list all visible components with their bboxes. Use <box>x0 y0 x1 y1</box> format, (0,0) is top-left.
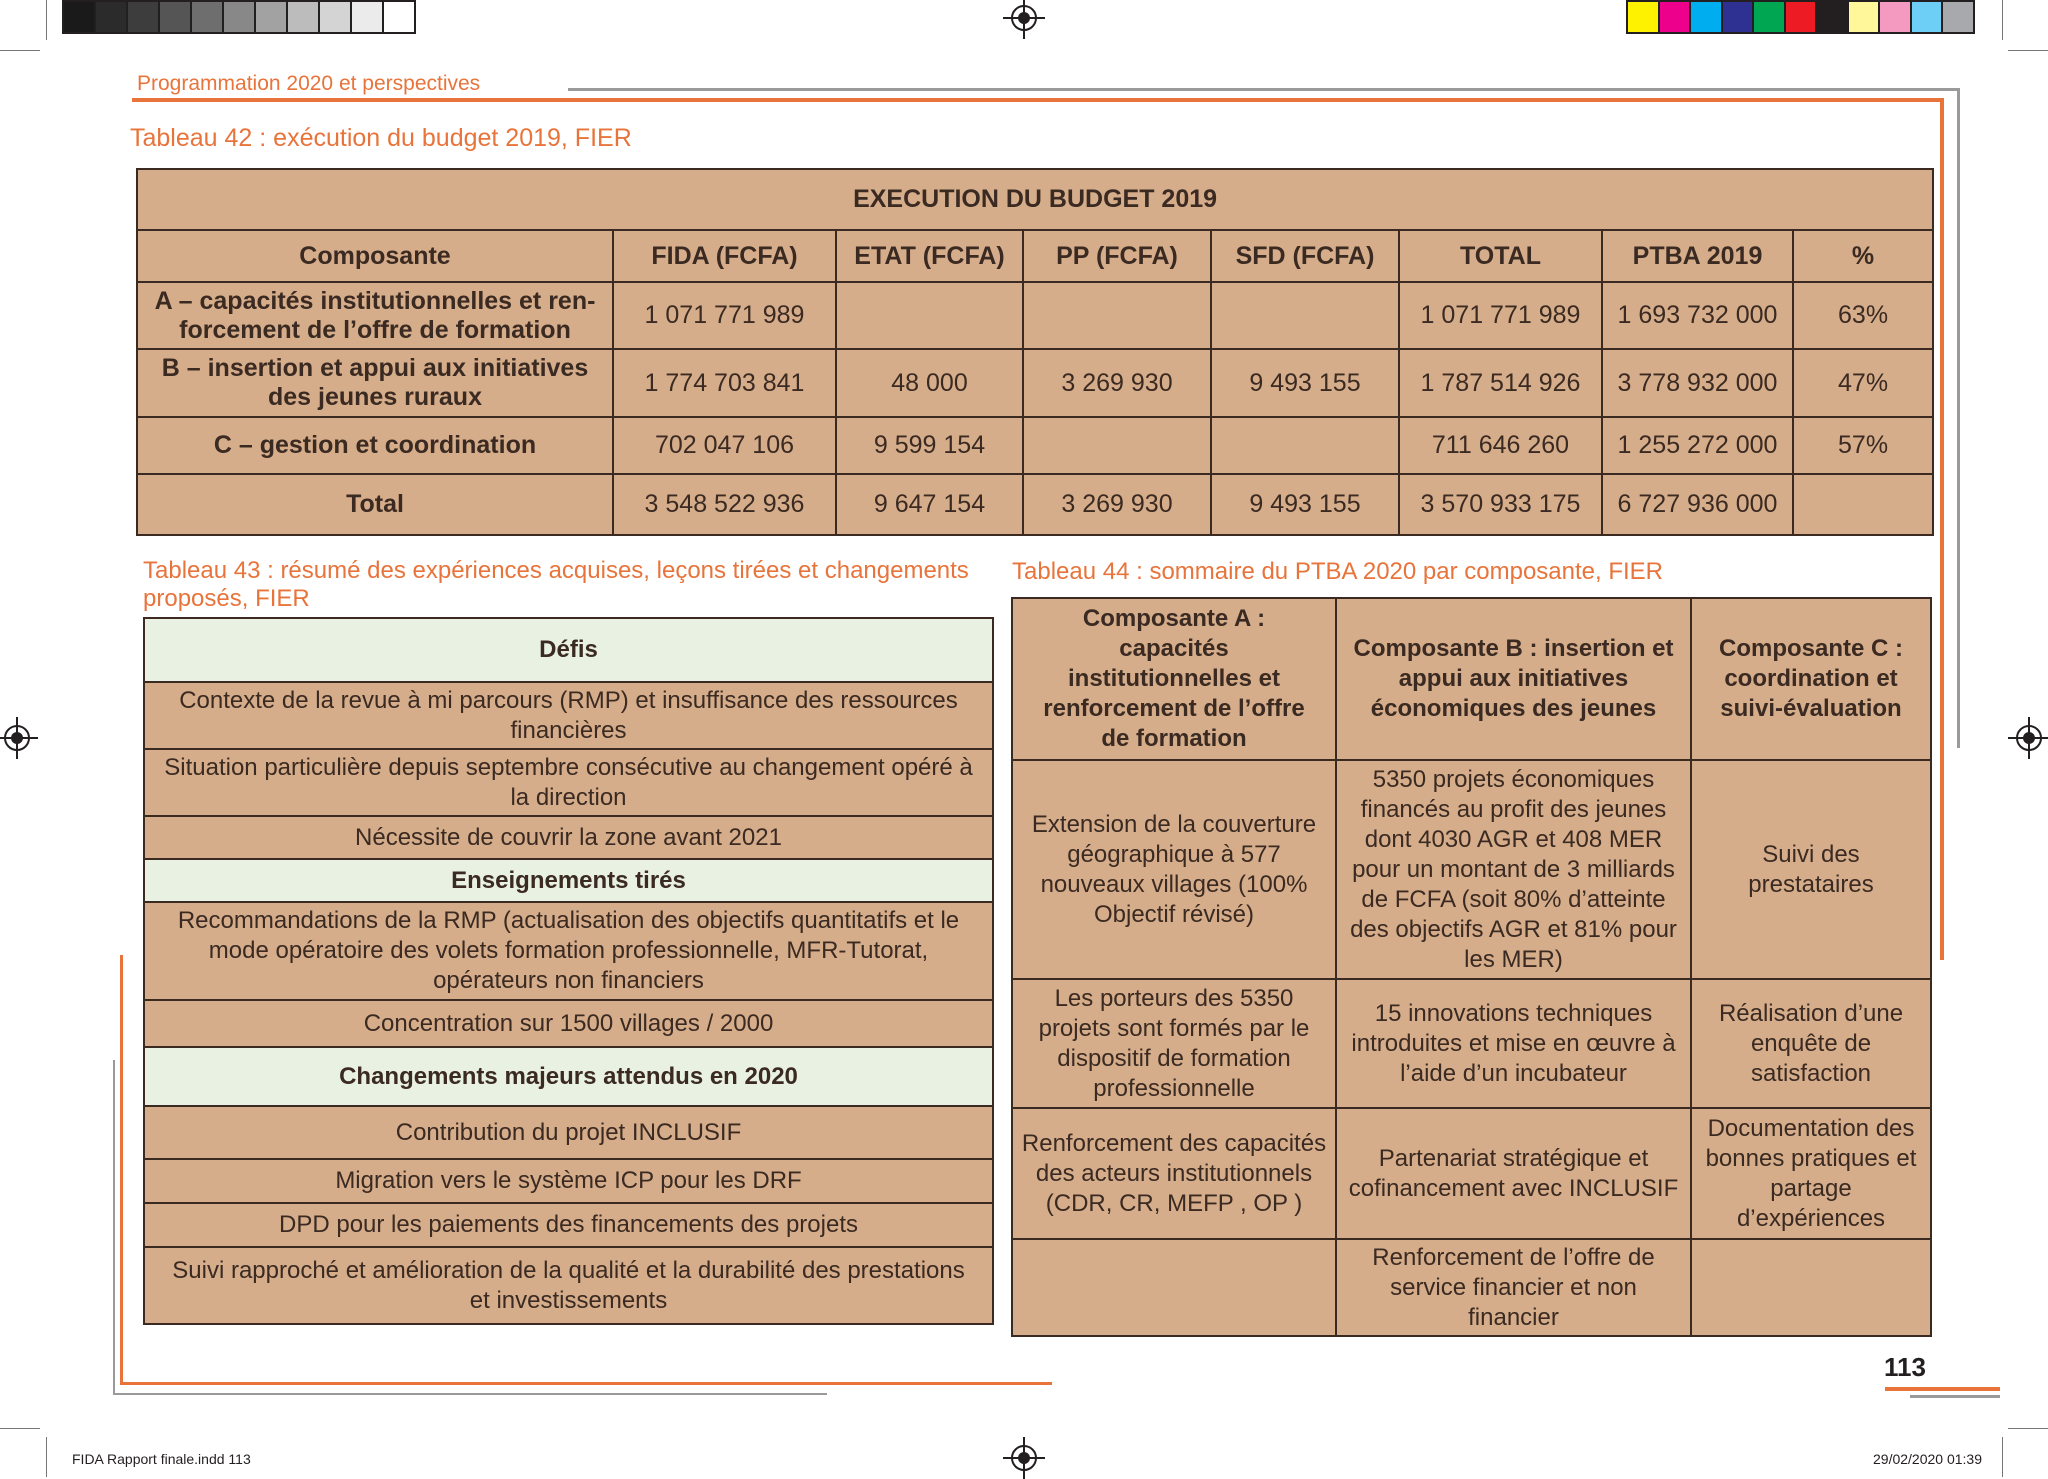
color-swatch <box>254 0 288 34</box>
frame-grey-bottom <box>113 1393 827 1395</box>
color-swatch <box>1784 0 1818 34</box>
color-swatch <box>1910 0 1944 34</box>
table42-cell: 702 047 106 <box>613 417 836 474</box>
table44-column-header: Composante C : coordination et suivi-évaluation <box>1691 598 1931 760</box>
footer-file: FIDA Rapport finale.indd 113 <box>72 1451 251 1467</box>
table42-row-label: A – capacités institutionnelles et ren-forcement de l’offre de formation <box>137 282 613 349</box>
color-swatch <box>1689 0 1723 34</box>
table42-cell: 1 255 272 000 <box>1602 417 1793 474</box>
table42-cell: 1 071 771 989 <box>613 282 836 349</box>
color-swatch <box>286 0 320 34</box>
table42-caption: Tableau 42 : exécution du budget 2019, FIER <box>130 124 632 152</box>
page-number-orange-rule <box>1885 1387 2000 1391</box>
trim-mark <box>0 1428 40 1429</box>
table42-column-header: PP (FCFA) <box>1023 230 1211 282</box>
color-swatch <box>190 0 224 34</box>
table-row <box>144 902 993 1000</box>
registration-mark-left-icon <box>4 725 30 751</box>
trim-mark <box>46 0 47 40</box>
table44-cell: Partenariat stratégique et cofinancement avec INCLUSIF <box>1336 1108 1691 1239</box>
color-swatch <box>1721 0 1755 34</box>
table-row <box>144 816 993 859</box>
color-swatch <box>158 0 192 34</box>
table43-cell: Concentration sur 1500 villages / 2000 <box>144 1000 993 1047</box>
table-row <box>137 417 1933 474</box>
table-row <box>144 1203 993 1247</box>
table42-column-header: SFD (FCFA) <box>1211 230 1399 282</box>
registration-mark-right-icon <box>2016 725 2042 751</box>
table42-column-header: Composante <box>137 230 613 282</box>
trim-mark <box>2002 1437 2003 1477</box>
table42-cell: 3 778 932 000 <box>1602 349 1793 417</box>
table-row <box>137 282 1933 349</box>
table42-cell: 57% <box>1793 417 1933 474</box>
section-header-row <box>144 859 993 902</box>
table42-title: EXECUTION DU BUDGET 2019 <box>137 169 1933 230</box>
color-swatch <box>94 0 128 34</box>
table44-cell: Réalisation d’une enquête de satisfaction <box>1691 979 1931 1108</box>
section-header-row <box>144 1047 993 1106</box>
frame-grey-right <box>1957 88 1960 748</box>
color-swatch <box>1815 0 1849 34</box>
table-row <box>1012 979 1931 1108</box>
table-row <box>1012 1108 1931 1239</box>
table-row <box>137 474 1933 535</box>
table42-cell: 1 071 771 989 <box>1399 282 1602 349</box>
color-swatch <box>1878 0 1912 34</box>
table44-cell: 5350 projets économiques financés au profit des jeunes dont 4030 AGR et 408 MER pour un montant de 3 milliards de FCFA (soit 80% d’atteinte des objectifs AGR et 81% pour les MER) <box>1336 760 1691 979</box>
table44-cell: Suivi des prestataires <box>1691 760 1931 979</box>
table43-cell: Suivi rapproché et amélioration de la qualité et la durabilité des prestations et investissements <box>144 1247 993 1324</box>
table42-row-label: C – gestion et coordination <box>137 417 613 474</box>
trim-mark <box>46 1437 47 1477</box>
table42-cell: 3 269 930 <box>1023 474 1211 535</box>
trim-mark <box>2008 1428 2048 1429</box>
table42-cell: 9 493 155 <box>1211 349 1399 417</box>
table42-cell: 47% <box>1793 349 1933 417</box>
table43-section-header: Changements majeurs attendus en 2020 <box>144 1047 993 1106</box>
table-row <box>144 682 993 749</box>
color-swatch <box>222 0 256 34</box>
color-swatch <box>350 0 384 34</box>
table44-cell <box>1012 1239 1336 1336</box>
table43-cell: Contribution du projet INCLUSIF <box>144 1106 993 1159</box>
section-header-row <box>144 618 993 682</box>
color-swatch <box>1626 0 1660 34</box>
table42-column-header: FIDA (FCFA) <box>613 230 836 282</box>
trim-mark <box>2008 50 2048 51</box>
table44-caption: Tableau 44 : sommaire du PTBA 2020 par composante, FIER <box>1012 558 1664 585</box>
trim-mark <box>2002 0 2003 40</box>
table44-cell: 15 innovations techniques introduites et mise en œuvre à l’aide d’un incubateur <box>1336 979 1691 1108</box>
registration-mark-top-icon <box>1011 5 1037 31</box>
table42-cell: 1 693 732 000 <box>1602 282 1793 349</box>
budget-table <box>136 168 1934 536</box>
registration-mark-bottom-icon <box>1011 1445 1037 1471</box>
ptba-summary-table <box>1011 597 1932 1337</box>
frame-orange-top <box>132 98 1942 102</box>
table42-column-header: ETAT (FCFA) <box>836 230 1023 282</box>
table44-cell: Renforcement des capacités des acteurs institutionnels (CDR, CR, MEFP , OP ) <box>1012 1108 1336 1239</box>
table42-cell: 1 774 703 841 <box>613 349 836 417</box>
table42-row-label: Total <box>137 474 613 535</box>
table43-cell: Nécessite de couvrir la zone avant 2021 <box>144 816 993 859</box>
table42-cell: 48 000 <box>836 349 1023 417</box>
table42-cell <box>1211 417 1399 474</box>
table-row <box>137 349 1933 417</box>
table42-column-header: % <box>1793 230 1933 282</box>
color-swatch <box>1847 0 1881 34</box>
color-swatch <box>382 0 416 34</box>
table42-cell <box>1793 474 1933 535</box>
table-row <box>144 1247 993 1324</box>
table42-cell <box>836 282 1023 349</box>
table44-column-header: Composante B : insertion et appui aux initiatives économiques des jeunes <box>1336 598 1691 760</box>
color-swatch <box>1752 0 1786 34</box>
table-row <box>144 1000 993 1047</box>
color-swatch <box>318 0 352 34</box>
table42-cell: 1 787 514 926 <box>1399 349 1602 417</box>
table-row <box>144 1159 993 1203</box>
table-row <box>1012 1239 1931 1336</box>
table42-cell <box>1023 417 1211 474</box>
table43-cell: Situation particulière depuis septembre consécutive au changement opéré à la direction <box>144 749 993 816</box>
table-row <box>144 1106 993 1159</box>
frame-grey-left <box>113 1060 115 1395</box>
table42-cell <box>1211 282 1399 349</box>
table43-section-header: Défis <box>144 618 993 682</box>
table-row <box>1012 760 1931 979</box>
table43-section-header: Enseignements tirés <box>144 859 993 902</box>
table-row <box>144 749 993 816</box>
table42-row-label: B – insertion et appui aux initiatives des jeunes ruraux <box>137 349 613 417</box>
table44-cell: Extension de la couverture géographique à 577 nouveaux villages (100% Objectif révisé) <box>1012 760 1336 979</box>
running-title: Programmation 2020 et perspectives <box>137 72 481 95</box>
table44-cell: Documentation des bonnes pratiques et partage d’expériences <box>1691 1108 1931 1239</box>
table43-cell: DPD pour les paiements des financements des projets <box>144 1203 993 1247</box>
color-swatch <box>1658 0 1692 34</box>
table42-cell: 9 599 154 <box>836 417 1023 474</box>
table44-cell <box>1691 1239 1931 1336</box>
table43-cell: Migration vers le système ICP pour les DRF <box>144 1159 993 1203</box>
table42-column-header: TOTAL <box>1399 230 1602 282</box>
frame-orange-bottom <box>120 1382 1052 1385</box>
table42-cell: 3 269 930 <box>1023 349 1211 417</box>
table43-cell: Contexte de la revue à mi parcours (RMP) et insuffisance des ressources financières <box>144 682 993 749</box>
table44-cell: Renforcement de l’offre de service financier et non financier <box>1336 1239 1691 1336</box>
page-number: 113 <box>1884 1352 1926 1382</box>
trim-mark <box>0 50 40 51</box>
color-swatch <box>126 0 160 34</box>
footer-date: 29/02/2020 01:39 <box>1873 1451 1982 1467</box>
table42-cell: 63% <box>1793 282 1933 349</box>
table42-cell <box>1023 282 1211 349</box>
table42-cell: 711 646 260 <box>1399 417 1602 474</box>
table42-column-header: PTBA 2019 <box>1602 230 1793 282</box>
table42-cell: 9 647 154 <box>836 474 1023 535</box>
table42-cell: 9 493 155 <box>1211 474 1399 535</box>
frame-orange-left <box>120 955 123 1385</box>
frame-orange-right <box>1940 98 1944 960</box>
table43-caption: Tableau 43 : résumé des expériences acquises, leçons tirées et changements proposés, FIER <box>143 557 969 612</box>
page-number-grey-rule <box>1910 1395 2000 1398</box>
table42-cell: 3 548 522 936 <box>613 474 836 535</box>
table43-cell: Recommandations de la RMP (actualisation des objectifs quantitatifs et le mode opératoire des volets formation professionnelle, MFR-Tutorat, opérateurs non financiers <box>144 902 993 1000</box>
table42-cell: 3 570 933 175 <box>1399 474 1602 535</box>
color-swatch <box>62 0 96 34</box>
lessons-table <box>143 617 994 1325</box>
table44-cell: Les porteurs des 5350 projets sont formés par le dispositif de formation professionnelle <box>1012 979 1336 1108</box>
table44-column-header: Composante A : capacités institutionnelles et renforcement de l’offre de formation <box>1012 598 1336 760</box>
header-grey-rule <box>568 88 1960 91</box>
table42-cell: 6 727 936 000 <box>1602 474 1793 535</box>
color-swatch <box>1941 0 1975 34</box>
